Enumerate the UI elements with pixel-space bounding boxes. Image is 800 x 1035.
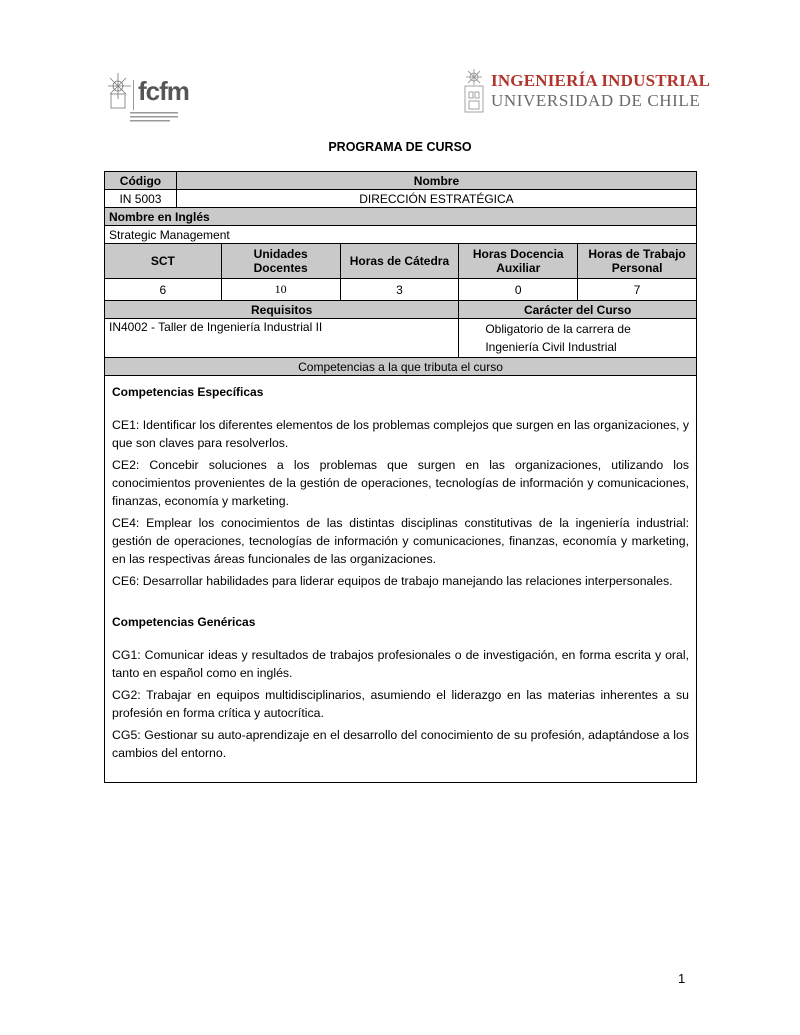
horas-docencia-auxiliar-header: Horas Docencia Auxiliar <box>459 244 578 279</box>
document-title: PROGRAMA DE CURSO <box>328 140 472 154</box>
horas-catedra-header: Horas de Cátedra <box>340 244 459 279</box>
nombre-ingles-value: Strategic Management <box>105 226 697 244</box>
competencia-cg2: CG2: Trabajar en equipos multidisciplinarios, asumiendo el liderazgo en las materias inherentes a su profesión en forma crítica y autocrítica. <box>112 688 689 720</box>
competencia-ce1: CE1: Identificar los diferentes elementos de los problemas complejos que surgen en las organizaciones, y que son claves para resolverlos. <box>112 418 689 450</box>
competencia-ce2: CE2: Concebir soluciones a los problemas que surgen en las organizaciones, utilizando los conocimientos provenientes de la gestión de operaciones, tecnologías de información y comunicaciones, finanzas, economía y marketing. <box>112 458 689 508</box>
ingenieria-industrial-logo <box>462 68 711 116</box>
row-competencias <box>105 376 697 783</box>
horas-docencia-auxiliar-value: 0 <box>459 279 578 301</box>
sct-value: 6 <box>105 279 222 301</box>
competencias-especificas-title: Competencias Específicas <box>112 385 264 399</box>
competencias-genericas-title: Competencias Genéricas <box>112 615 256 629</box>
competencia-ce4: CE4: Emplear los conocimientos de las distintas disciplinas constitutivas de la ingeniería industrial: gestión de operaciones, tecnologías de información y comunicaciones, finanzas, economía y marketing, en las respectivas áreas funcionales de las organizaciones. <box>112 516 689 566</box>
requisitos-header: Requisitos <box>105 301 459 319</box>
competencia-cg5: CG5: Gestionar su auto-aprendizaje en el desarrollo del conocimiento de su profesión, adaptándose a los cambios del entorno. <box>112 728 689 760</box>
caracter-header: Carácter del Curso <box>459 301 697 319</box>
page-number: 1 <box>678 971 686 986</box>
logo-line-1: INGENIERÍA INDUSTRIAL <box>491 71 711 90</box>
header-row-horas <box>105 244 697 279</box>
competencia-cg1: CG1: Comunicar ideas y resultados de trabajos profesionales o de investigación, en forma escrita y oral, tanto en español como en inglés. <box>112 648 689 680</box>
horas-trabajo-personal-header: Horas de Trabajo Personal <box>578 244 697 279</box>
fcfm-logo-text: fcfm <box>138 76 189 106</box>
unidades-docentes-header: Unidades Docentes <box>221 244 340 279</box>
horas-trabajo-personal-value: 7 <box>578 279 697 301</box>
unidades-docentes-value: 10 <box>221 279 340 301</box>
row-horas <box>105 279 697 301</box>
course-table <box>104 171 697 783</box>
caracter-value: Obligatorio de la carrera de Ingeniería Civil Industrial <box>459 319 697 358</box>
competencias-body <box>105 376 697 783</box>
row-requisitos <box>105 319 697 358</box>
header-row-nombre-ingles <box>105 208 697 226</box>
row-nombre-ingles <box>105 226 697 244</box>
codigo-value: IN 5003 <box>105 190 177 208</box>
requisitos-value: IN4002 - Taller de Ingeniería Industrial II <box>105 319 459 358</box>
university-seal-icon <box>462 68 486 116</box>
header-row-codigo-nombre <box>105 172 697 190</box>
sct-header: SCT <box>105 244 222 279</box>
fcfm-logo <box>108 68 208 128</box>
nombre-header: Nombre <box>176 172 696 190</box>
header-row-requisitos <box>105 301 697 319</box>
codigo-header: Código <box>105 172 177 190</box>
horas-catedra-value: 3 <box>340 279 459 301</box>
competencia-ce6: CE6: Desarrollar habilidades para liderar equipos de trabajo manejando las relaciones interpersonales. <box>112 574 673 588</box>
row-codigo-nombre <box>105 190 697 208</box>
logo-line-2: UNIVERSIDAD DE CHILE <box>491 91 701 110</box>
competencias-header: Competencias a la que tributa el curso <box>105 358 697 376</box>
header-row-competencias <box>105 358 697 376</box>
nombre-value: DIRECCIÓN ESTRATÉGICA <box>176 190 696 208</box>
nombre-ingles-header: Nombre en Inglés <box>105 208 697 226</box>
